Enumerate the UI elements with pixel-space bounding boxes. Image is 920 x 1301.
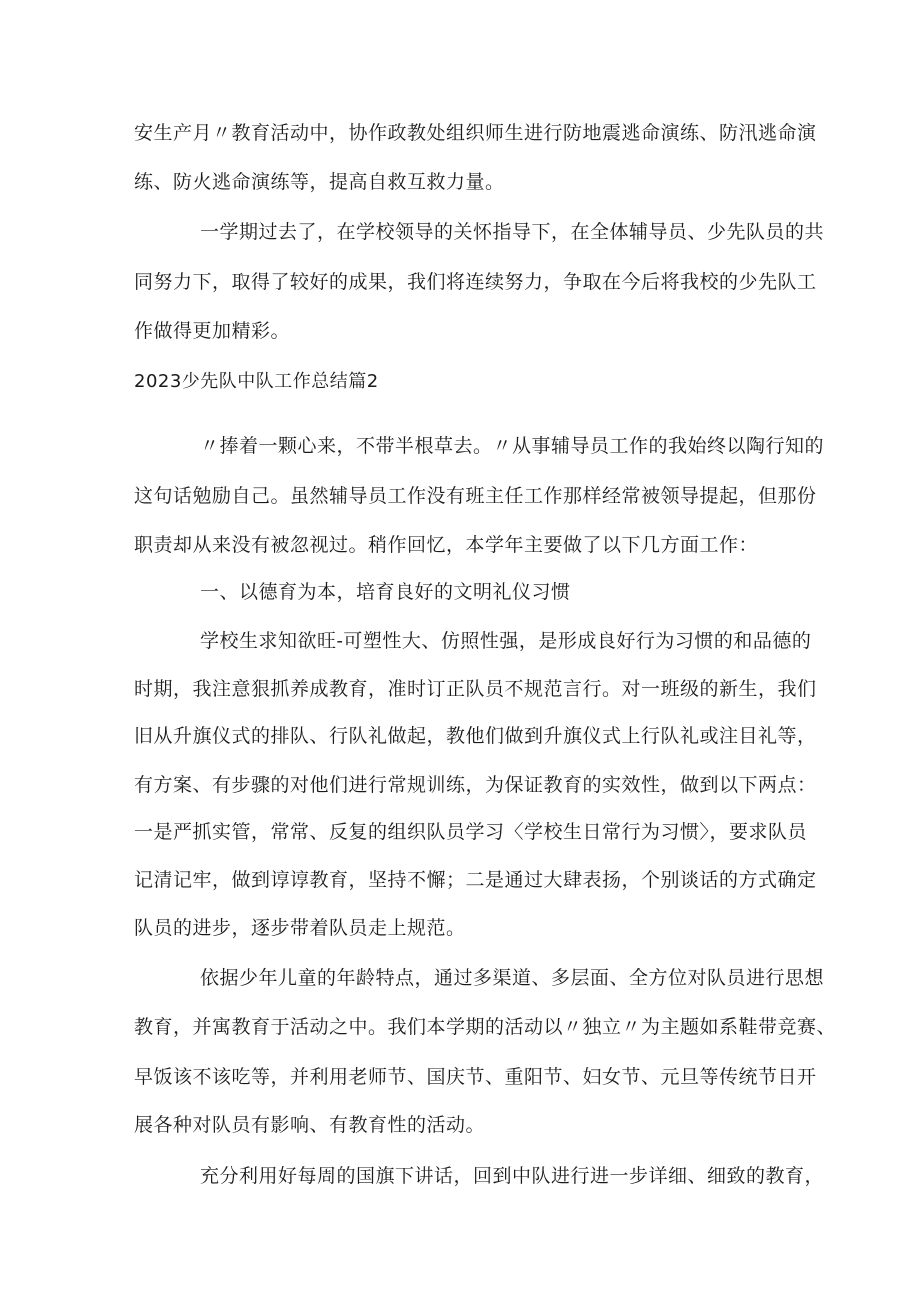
paragraph-line: 时期，我注意狠抓养成教育，准时订正队员不规范言行。对一班级的新生，我们 — [134, 678, 817, 700]
paragraph-line: 学校生求知欲旺-可塑性大、仿照性强，是形成良好行为习惯的和品德的 — [200, 630, 812, 652]
paragraph-line: 充分利用好每周的国旗下讲话，回到中队进行进一步详细、细致的教育， — [200, 1165, 825, 1187]
paragraph-line: 依据少年儿童的年龄特点，通过多渠道、多层面、全方位对队员进行思想 — [200, 967, 825, 989]
paragraph-line: 记清记牢，做到谆谆教育，坚持不懈；二是通过大肆表扬，个别谈话的方式确定 — [134, 869, 817, 891]
paragraph-line: 练、防火逃命演练等，提高自救互救力量。 — [134, 171, 505, 193]
paragraph-line: 一是严抓实管，常常、反复的组织队员学习〈学校生日常行为习惯〉，要求队员 — [134, 821, 808, 843]
paragraph-line: 作做得更加精彩。 — [134, 320, 291, 342]
section-heading: 2023少先队中队工作总结篇2 — [134, 371, 379, 392]
paragraph-line: 展各种对队员有影响、有教育性的活动。 — [134, 1114, 486, 1136]
paragraph-line: 〃捧着一颗心来，不带半根草去。〃从事辅导员工作的我始终以陶行知的 — [200, 435, 825, 457]
paragraph-line: 旧从升旗仪式的排队、行队礼做起，教他们做到升旗仪式上行队礼或注目礼等， — [134, 725, 817, 747]
paragraph-line: 安生产月〃教育活动中，协作政教处组织师生进行防地震逃命演练、防汛逃命演 — [134, 122, 817, 144]
paragraph-line: 有方案、有步骤的对他们进行常规训练，为保证教育的实效性，做到以下两点： — [134, 774, 817, 796]
paragraph-line: 这句话勉励自己。虽然辅导员工作没有班主任工作那样经常被领导提起，但那份 — [134, 485, 817, 507]
paragraph-line: 职责却从来没有被忽视过。稍作回忆，本学年主要做了以下几方面工作： — [134, 534, 759, 556]
paragraph-line: 教育，并寓教育于活动之中。我们本学期的活动以〃独立〃为主题如系鞋带竞赛、 — [134, 1016, 837, 1038]
paragraph-line: 一学期过去了，在学校领导的关怀指导下，在全体辅导员、少先队员的共 — [200, 221, 825, 243]
paragraph-line: 同努力下，取得了较好的成果，我们将连续努力，争取在今后将我校的少先队工 — [134, 271, 817, 293]
paragraph-line: 早饭该不该吃等，并利用老师节、国庆节、重阳节、妇女节、元旦等传统节日开 — [134, 1066, 817, 1088]
paragraph-line: 队员的进步，逐步带着队员走上规范。 — [134, 917, 466, 939]
subsection-heading: 一、以德育为本，培育良好的文明礼仪习惯 — [200, 581, 571, 603]
